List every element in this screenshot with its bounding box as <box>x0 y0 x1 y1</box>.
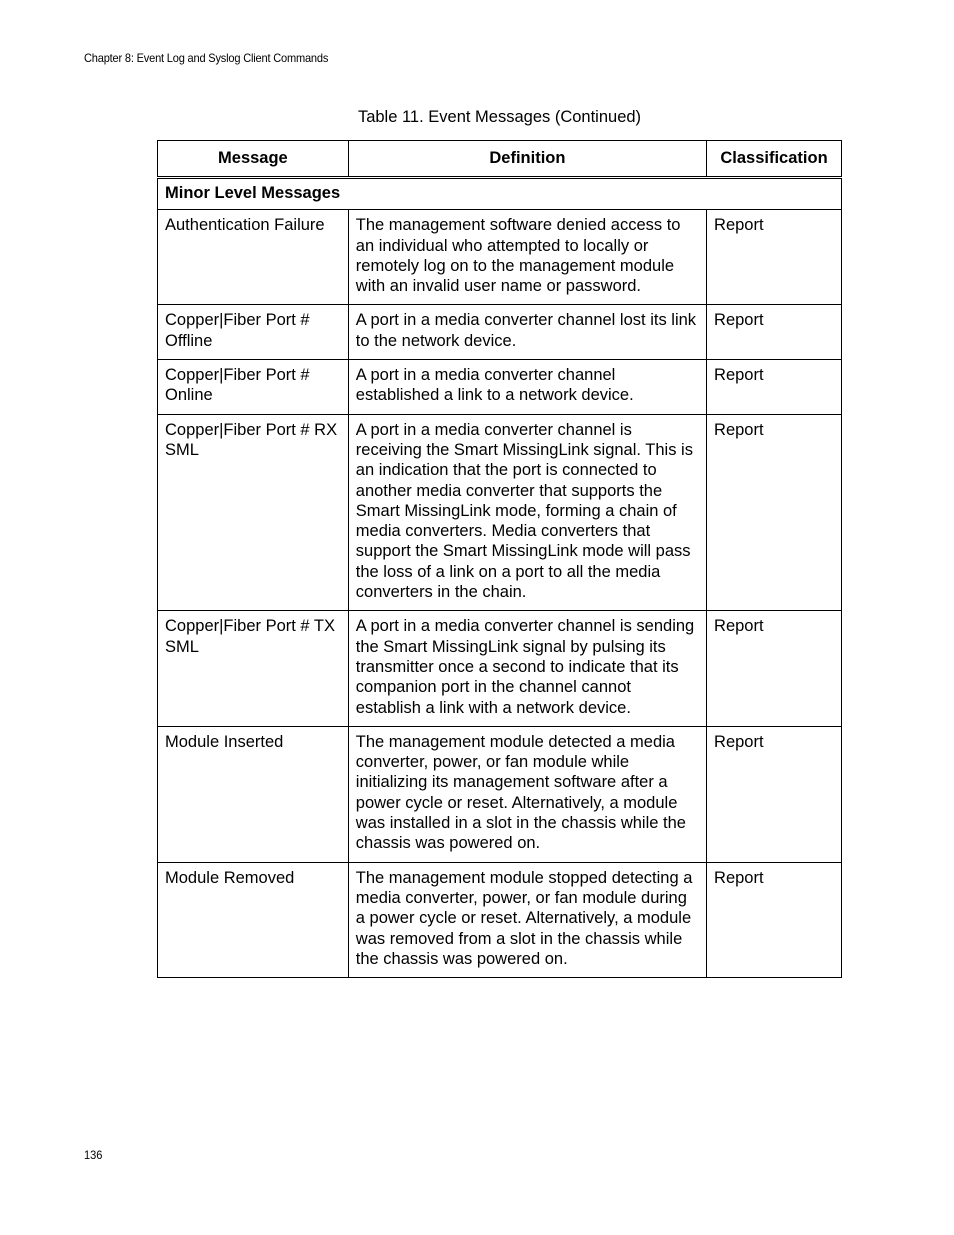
table-header-row <box>158 141 842 178</box>
column-header-definition: Definition <box>348 141 706 178</box>
section-title: Minor Level Messages <box>158 178 842 210</box>
classification-cell: Report <box>707 210 842 305</box>
message-cell: Copper|Fiber Port # RX SML <box>158 414 349 611</box>
section-row <box>158 178 842 210</box>
column-header-classification: Classification <box>707 141 842 178</box>
classification-cell: Report <box>707 726 842 862</box>
message-cell: Module Inserted <box>158 726 349 862</box>
column-header-message: Message <box>158 141 349 178</box>
definition-cell: A port in a media converter channel lost its link to the network device. <box>348 305 706 360</box>
classification-cell: Report <box>707 611 842 726</box>
table-row <box>158 360 842 415</box>
message-cell: Copper|Fiber Port # Online <box>158 360 349 415</box>
message-cell: Copper|Fiber Port # TX SML <box>158 611 349 726</box>
definition-cell: A port in a media converter channel is receiving the Smart MissingLink signal. This is an indication that the port is connected to another media converter that supports the Smart MissingLink mode, forming a chain of media converters. Media converters that support the Smart MissingLink mode will pass the loss of a link on a port to all the media converters in the chain. <box>348 414 706 611</box>
running-header: Chapter 8: Event Log and Syslog Client Commands <box>84 51 329 65</box>
message-cell: Authentication Failure <box>158 210 349 305</box>
definition-cell: The management module stopped detecting a media converter, power, or fan module during a power cycle or reset. Alternatively, a module was removed from a slot in the chassis while the chassis was powered on. <box>348 862 706 977</box>
table-row <box>158 862 842 977</box>
classification-cell: Report <box>707 305 842 360</box>
definition-cell: The management module detected a media converter, power, or fan module while initializing its management software after a power cycle or reset. Alternatively, a module was installed in a slot in the chassis while the chassis was powered on. <box>348 726 706 862</box>
message-cell: Module Removed <box>158 862 349 977</box>
table-row <box>158 611 842 726</box>
table-caption: Table 11. Event Messages (Continued) <box>357 108 642 126</box>
classification-cell: Report <box>707 414 842 611</box>
classification-cell: Report <box>707 862 842 977</box>
event-messages-table <box>157 140 842 978</box>
definition-cell: The management software denied access to an individual who attempted to locally or remotely log on to the management module with an invalid user name or password. <box>348 210 706 305</box>
table-row <box>158 210 842 305</box>
table-row <box>158 414 842 611</box>
message-cell: Copper|Fiber Port # Offline <box>158 305 349 360</box>
definition-cell: A port in a media converter channel established a link to a network device. <box>348 360 706 415</box>
table-row <box>158 305 842 360</box>
table-row <box>158 726 842 862</box>
page-number: 136 <box>84 1148 103 1162</box>
definition-cell: A port in a media converter channel is sending the Smart MissingLink signal by pulsing its transmitter once a second to indicate that its companion port in the channel cannot establish a link with a network device. <box>348 611 706 726</box>
classification-cell: Report <box>707 360 842 415</box>
